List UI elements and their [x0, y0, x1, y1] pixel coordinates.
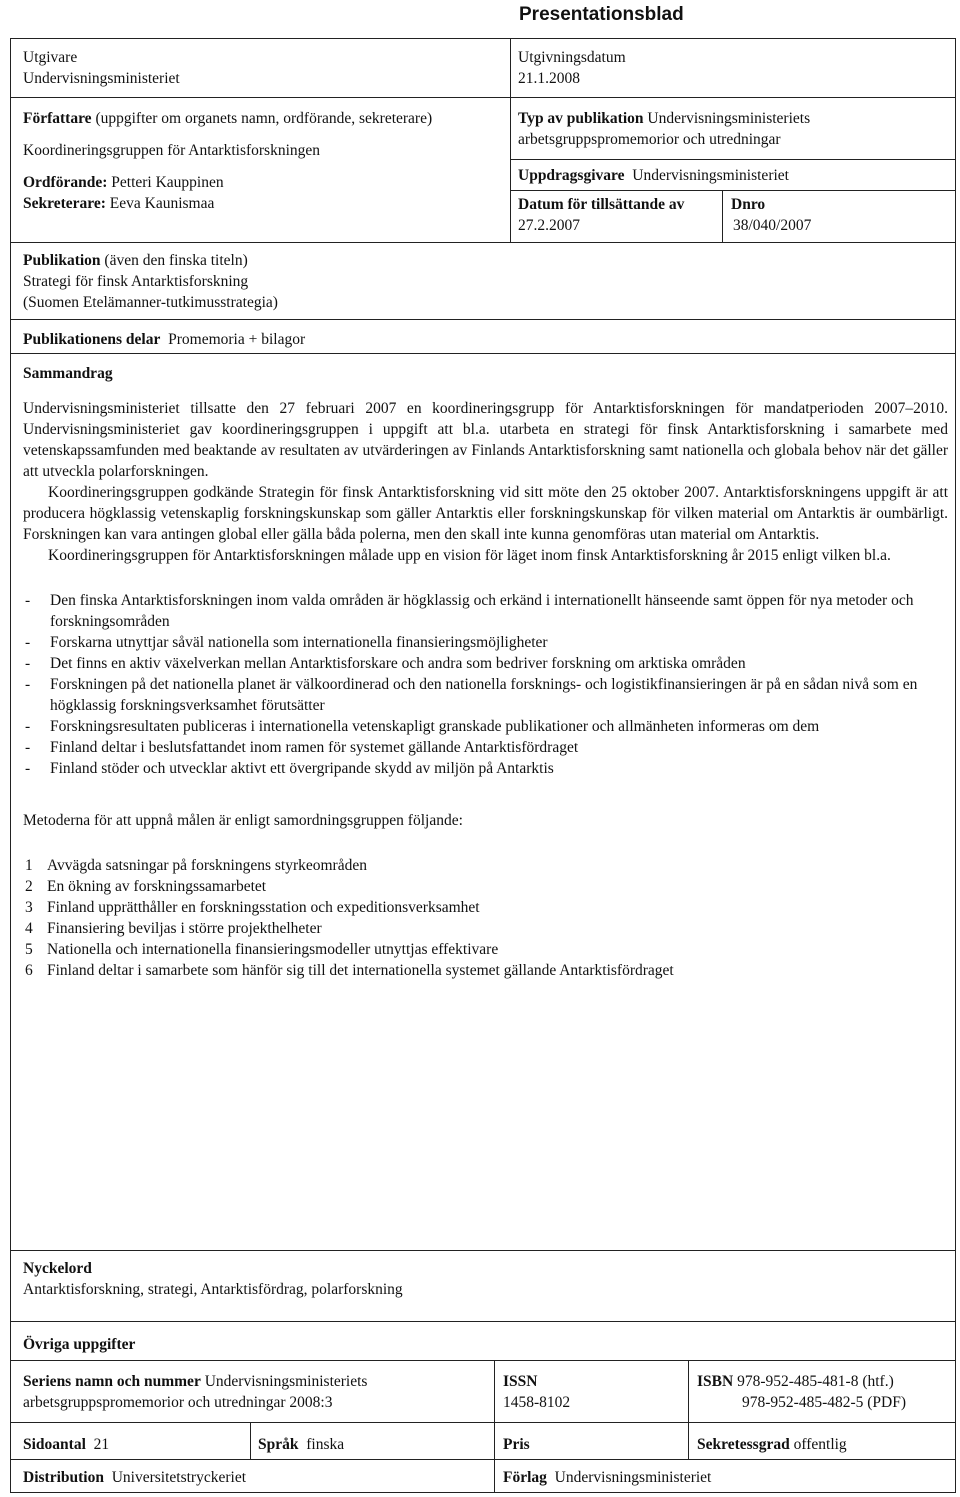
- sammandrag-paragraph: Undervisningsministeriet tillsatte den 27 februari 2007 en koordineringsgrupp för Antarktisforskningen för mandatperioden 2007–2010. Undervisningsministeriet gav koordineringsgruppen i uppgift att bl.a. utarbeta en strategi för finsk Antarktisforskning i samarbete med vetenskapssamfunden med beaktande av resultaten av utvärderingen av Finlands Antarktisforskning samt nationella och globala behov när det gäller att utveckla polarforskningen.: [23, 400, 948, 480]
- sprak-section: [258, 1434, 344, 1455]
- isbn-label: ISBN: [697, 1373, 734, 1390]
- sekretessgrad-value: offentlig: [793, 1436, 847, 1453]
- dnro-section: [731, 194, 811, 236]
- delar-label: Publikationens delar: [23, 331, 161, 348]
- typ-value-line2: arbetsgruppspromemorior och utredningar: [518, 131, 781, 148]
- ordforande-value: Petteri Kauppinen: [111, 174, 224, 191]
- methods-intro: Metoderna för att uppnå målen är enligt samordningsgruppen följande:: [23, 812, 463, 829]
- methods-list: [23, 855, 948, 981]
- isbn-value1: 978-952-485-481-8 (htf.): [737, 1373, 894, 1390]
- frame-left: [10, 38, 11, 1493]
- sidoantal-label: Sidoantal: [23, 1436, 86, 1453]
- sidoantal-value: 21: [93, 1436, 110, 1453]
- divider: [510, 38, 511, 98]
- issn-label: ISSN: [503, 1373, 538, 1390]
- forlag-label: Förlag: [503, 1469, 547, 1486]
- vision-list: [23, 590, 948, 779]
- pris-label: Pris: [503, 1436, 530, 1453]
- sprak-label: Språk: [258, 1436, 299, 1453]
- ordforande-label: Ordförande:: [23, 174, 108, 191]
- nyckelord-label: Nyckelord: [23, 1260, 92, 1277]
- forfattare-label: Författare: [23, 110, 92, 127]
- forfattare-note: (uppgifter om organets namn, ordförande, sekreterare): [95, 110, 433, 127]
- sekretessgrad-section: [697, 1434, 847, 1455]
- serie-section: [23, 1371, 493, 1413]
- list-item: - Finland deltar i beslutsfattandet inom ramen för systemet gällande Antarktisfördraget: [25, 739, 579, 756]
- divider: [10, 319, 956, 320]
- frame-bottom: [10, 1492, 956, 1493]
- list-item: 5 Nationella och internationella finansieringsmodeller utnyttjas effektivare: [25, 941, 499, 958]
- divider: [10, 1422, 956, 1423]
- utgivare-section: [23, 47, 180, 89]
- list-item: - Det finns en aktiv växelverkan mellan Antarktisforskare och andra som bedriver forskning om arktiska områden: [25, 655, 746, 672]
- list-item: 2 En ökning av forskningssamarbetet: [25, 878, 267, 895]
- divider: [10, 242, 956, 243]
- divider: [510, 159, 956, 160]
- page-title: Presentationsblad: [519, 4, 684, 25]
- typ-value-line1: Undervisningsministeriets: [647, 110, 811, 127]
- publikation-title-sv: Strategi för finsk Antarktisforskning: [23, 273, 249, 290]
- divider: [494, 1360, 495, 1493]
- sammandrag-paragraph: Koordineringsgruppen godkände Strategin för finsk Antarktisforskning vid sitt möte den 25 oktober 2007. Antarktisforskningens uppgift är att producera högklassig vetenskaplig forskningskunskap som gäller Antarktis eller forskningskunskap för vilken material om Antarktis är oumbärligt. Forskningen kan vara antingen global eller gälla båda polerna, men den skall inte kunna genomföras utan material om Antarktis.: [23, 484, 948, 543]
- list-item: 1 Avvägda satsningar på forskningens styrkeområden: [25, 857, 367, 874]
- divider: [10, 97, 956, 98]
- list-item: 4 Finansiering beviljas i större projekthelheter: [25, 920, 322, 937]
- list-item: 6 Finland deltar i samarbete som hänför sig till det internationella systemet gällande Antarktisfördraget: [25, 962, 674, 979]
- publikation-section: [23, 250, 278, 313]
- sekreterare-value: Eeva Kaunismaa: [109, 195, 215, 212]
- serie-value-line1: Undervisningsministeriets: [204, 1373, 368, 1390]
- uppdragsgivare-label: Uppdragsgivare: [518, 167, 625, 184]
- issn-value: 1458-8102: [503, 1394, 571, 1411]
- isbn-section: [697, 1371, 947, 1413]
- utgivare-value: Undervisningsministeriet: [23, 70, 180, 87]
- frame-right: [955, 38, 956, 1493]
- issn-section: [503, 1371, 570, 1413]
- divider: [510, 190, 956, 191]
- publikation-title-fi: (Suomen Etelämanner-tutkimusstrategia): [23, 294, 278, 311]
- forlag-value: Undervisningsministeriet: [554, 1469, 712, 1486]
- datum-label: Datum för tillsättande av: [518, 196, 685, 213]
- typ-label: Typ av publikation: [518, 110, 644, 127]
- nyckelord-section: [23, 1258, 403, 1300]
- isbn-value2: 978-952-485-482-5 (PDF): [742, 1394, 907, 1411]
- list-item: 3 Finland upprätthåller en forskningsstation och expeditionsverksamhet: [25, 899, 480, 916]
- distribution-section: [23, 1467, 246, 1488]
- divider: [250, 1422, 251, 1460]
- dnro-value: 38/040/2007: [733, 217, 812, 234]
- frame-top: [10, 38, 956, 39]
- publikation-note: (även den finska titeln): [104, 252, 248, 269]
- utgivningsdatum-label: Utgivningsdatum: [518, 49, 626, 66]
- serie-value-line2: arbetsgruppspromemorior och utredningar 2008:3: [23, 1394, 333, 1411]
- ovriga-label: Övriga uppgifter: [23, 1336, 136, 1353]
- sidoantal-section: [23, 1434, 109, 1455]
- divider: [722, 190, 723, 243]
- divider: [688, 1360, 689, 1460]
- list-item: - Finland stöder och utvecklar aktivt ett övergripande skydd av miljön på Antarktis: [25, 760, 554, 777]
- datum-section: [518, 194, 684, 236]
- typ-section: [518, 108, 948, 150]
- divider: [510, 97, 511, 243]
- utgivningsdatum-value: 21.1.2008: [518, 70, 580, 87]
- dnro-label: Dnro: [731, 196, 766, 213]
- sekreterare-label: Sekreterare:: [23, 195, 106, 212]
- divider: [10, 1459, 956, 1460]
- sprak-value: finska: [306, 1436, 345, 1453]
- uppdragsgivare-section: [518, 165, 789, 186]
- sammandrag-label: Sammandrag: [23, 365, 113, 382]
- divider: [10, 353, 956, 354]
- distribution-value: Universitetstryckeriet: [111, 1469, 247, 1486]
- list-item: - Den finska Antarktisforskningen inom valda områden är högklassig och erkänd i internationellt hänseende samt öppen för nya metoder och forskningsområden: [25, 592, 914, 630]
- serie-label: Seriens namn och nummer: [23, 1373, 201, 1390]
- list-item: - Forskarna utnyttjar såväl nationella som internationella finansieringsmöjligheter: [25, 634, 548, 651]
- forlag-section: [503, 1467, 711, 1488]
- divider: [10, 1321, 956, 1322]
- forfattare-section: [23, 108, 503, 214]
- publikation-label: Publikation: [23, 252, 101, 269]
- delar-section: [23, 329, 305, 350]
- datum-value: 27.2.2007: [518, 217, 580, 234]
- nyckelord-value: Antarktisforskning, strategi, Antarktisfördrag, polarforskning: [23, 1281, 403, 1298]
- forfattare-organ: Koordineringsgruppen för Antarktisforskningen: [23, 142, 321, 159]
- divider: [10, 1360, 956, 1361]
- uppdragsgivare-value: Undervisningsministeriet: [632, 167, 789, 184]
- list-item: - Forskningen på det nationella planet är välkoordinerad och den nationella forsknings- och logistikfinansieringen är på en sådan nivå som en högklassig forskningsverksamhet förutsätter: [25, 676, 918, 714]
- delar-value: Promemoria + bilagor: [168, 331, 306, 348]
- sammandrag-body: [23, 398, 948, 981]
- sekretessgrad-label: Sekretessgrad: [697, 1436, 790, 1453]
- divider: [10, 1250, 956, 1251]
- sammandrag-paragraph: Koordineringsgruppen för Antarktisforskningen målade upp en vision för läget inom finsk Antarktisforskning år 2015 enligt vilken bl.a.: [48, 547, 891, 564]
- list-item: - Forskningsresultaten publiceras i internationella vetenskapligt granskade publikationer och allmänheten informeras om dem: [25, 718, 820, 735]
- utgivningsdatum-section: [518, 47, 626, 89]
- utgivare-label: Utgivare: [23, 49, 78, 66]
- distribution-label: Distribution: [23, 1469, 104, 1486]
